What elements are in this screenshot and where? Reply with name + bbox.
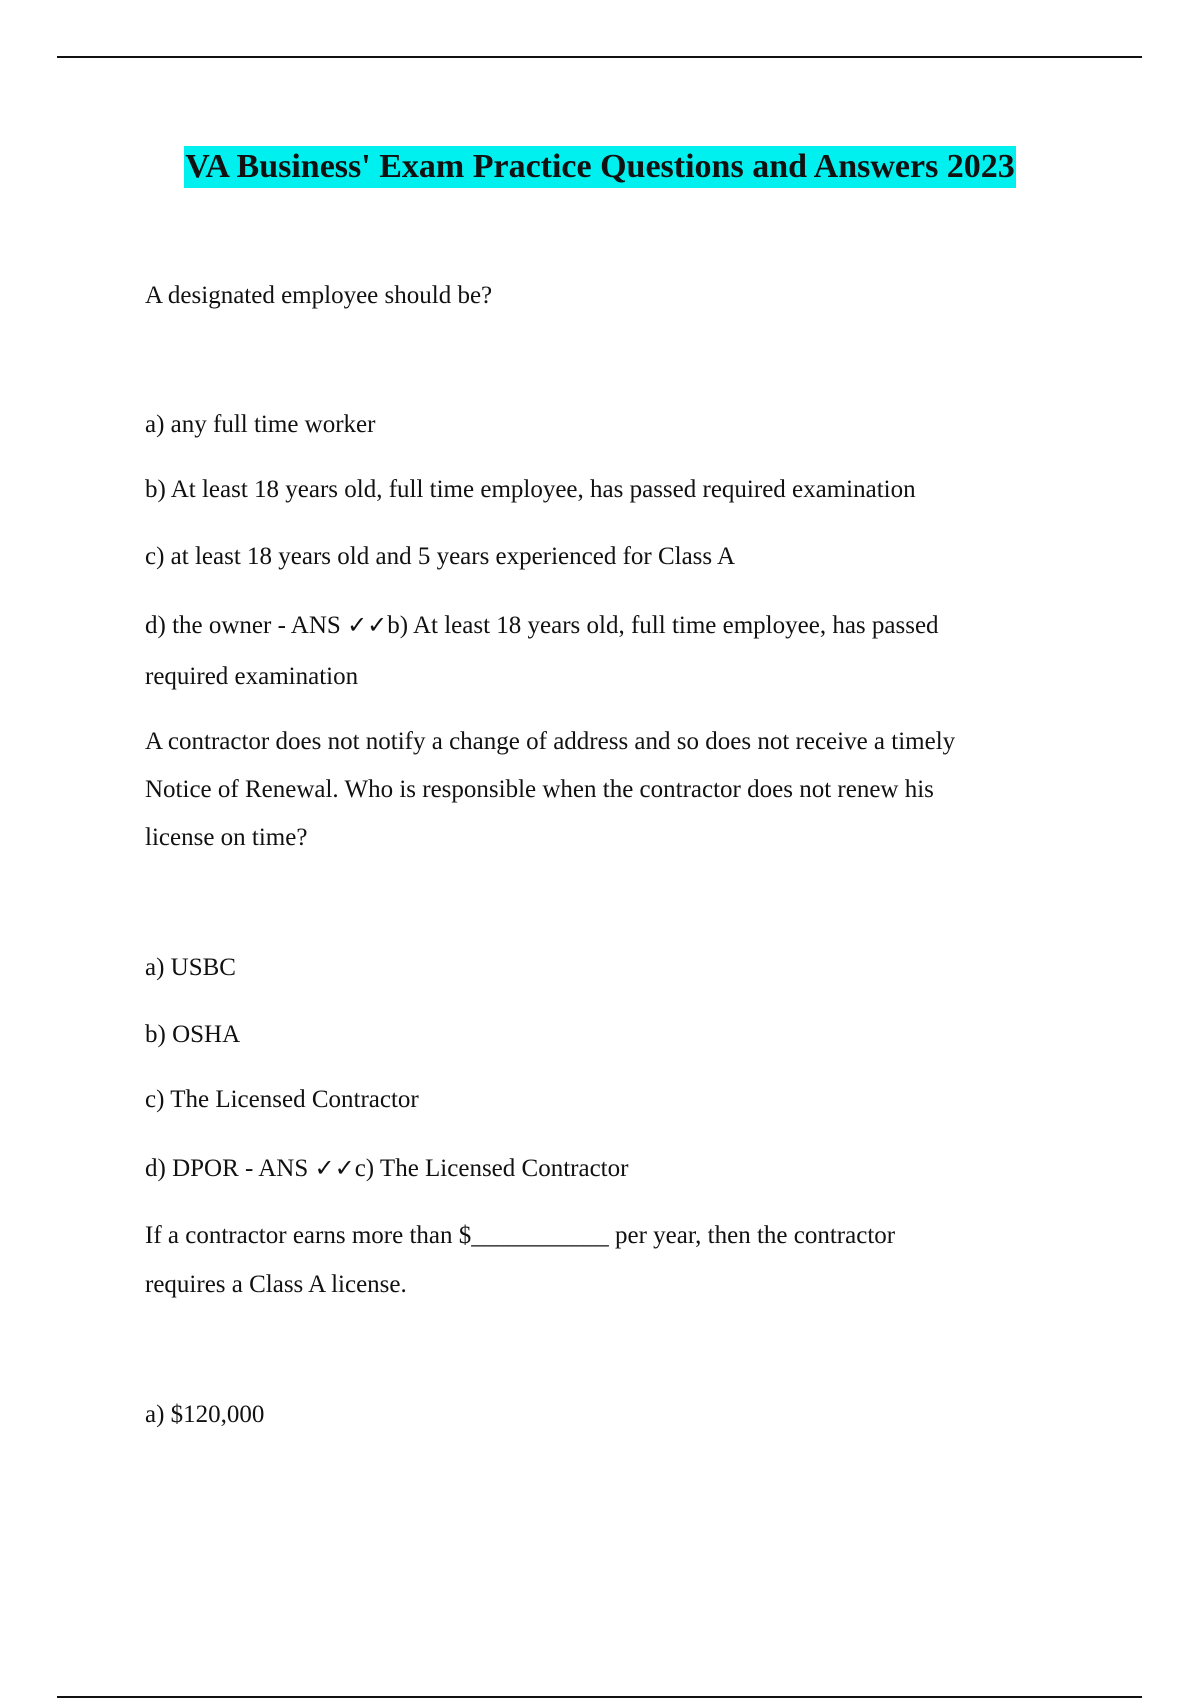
q2-option-d <box>145 1153 1075 1184</box>
bottom-rule <box>57 1696 1142 1698</box>
q1-answer: b) At least 18 years old, full time employee, has passed <box>387 612 939 639</box>
checkmark-icon: ✓✓ <box>347 611 388 639</box>
q2-option-c: c) The Licensed Contractor <box>145 1086 419 1113</box>
top-rule <box>57 56 1142 58</box>
q2-option-b: b) OSHA <box>145 1021 241 1048</box>
q2-question-line-2: Notice of Renewal. Who is responsible when the contractor does not renew his <box>145 776 934 803</box>
checkmark-icon: ✓✓ <box>314 1154 355 1182</box>
q1-option-b: b) At least 18 years old, full time employee, has passed required examination <box>145 476 916 503</box>
q2-answer: c) The Licensed Contractor <box>354 1155 629 1182</box>
document-title: VA Business' Exam Practice Questions and Answers 2023 <box>184 146 1016 188</box>
q1-option-c: c) at least 18 years old and 5 years experienced for Class A <box>145 543 736 570</box>
q1-question: A designated employee should be? <box>145 282 493 309</box>
q2-question-line-1: A contractor does not notify a change of address and so does not receive a timely <box>145 728 956 755</box>
q3-option-a: a) $120,000 <box>145 1401 265 1428</box>
q3-question-line-1: If a contractor earns more than $___________ per year, then the contractor <box>145 1222 896 1249</box>
q1-option-a: a) any full time worker <box>145 411 376 438</box>
q3-question-line-2: requires a Class A license. <box>145 1271 407 1298</box>
q2-option-a: a) USBC <box>145 954 236 981</box>
q2-question-line-3: license on time? <box>145 824 308 851</box>
q1-option-d <box>145 610 1075 641</box>
q1-answer-continued: required examination <box>145 663 359 690</box>
q2-option-d-prefix: d) DPOR - ANS <box>145 1155 315 1182</box>
title-container <box>0 146 1200 188</box>
q1-option-d-prefix: d) the owner - ANS <box>145 612 348 639</box>
